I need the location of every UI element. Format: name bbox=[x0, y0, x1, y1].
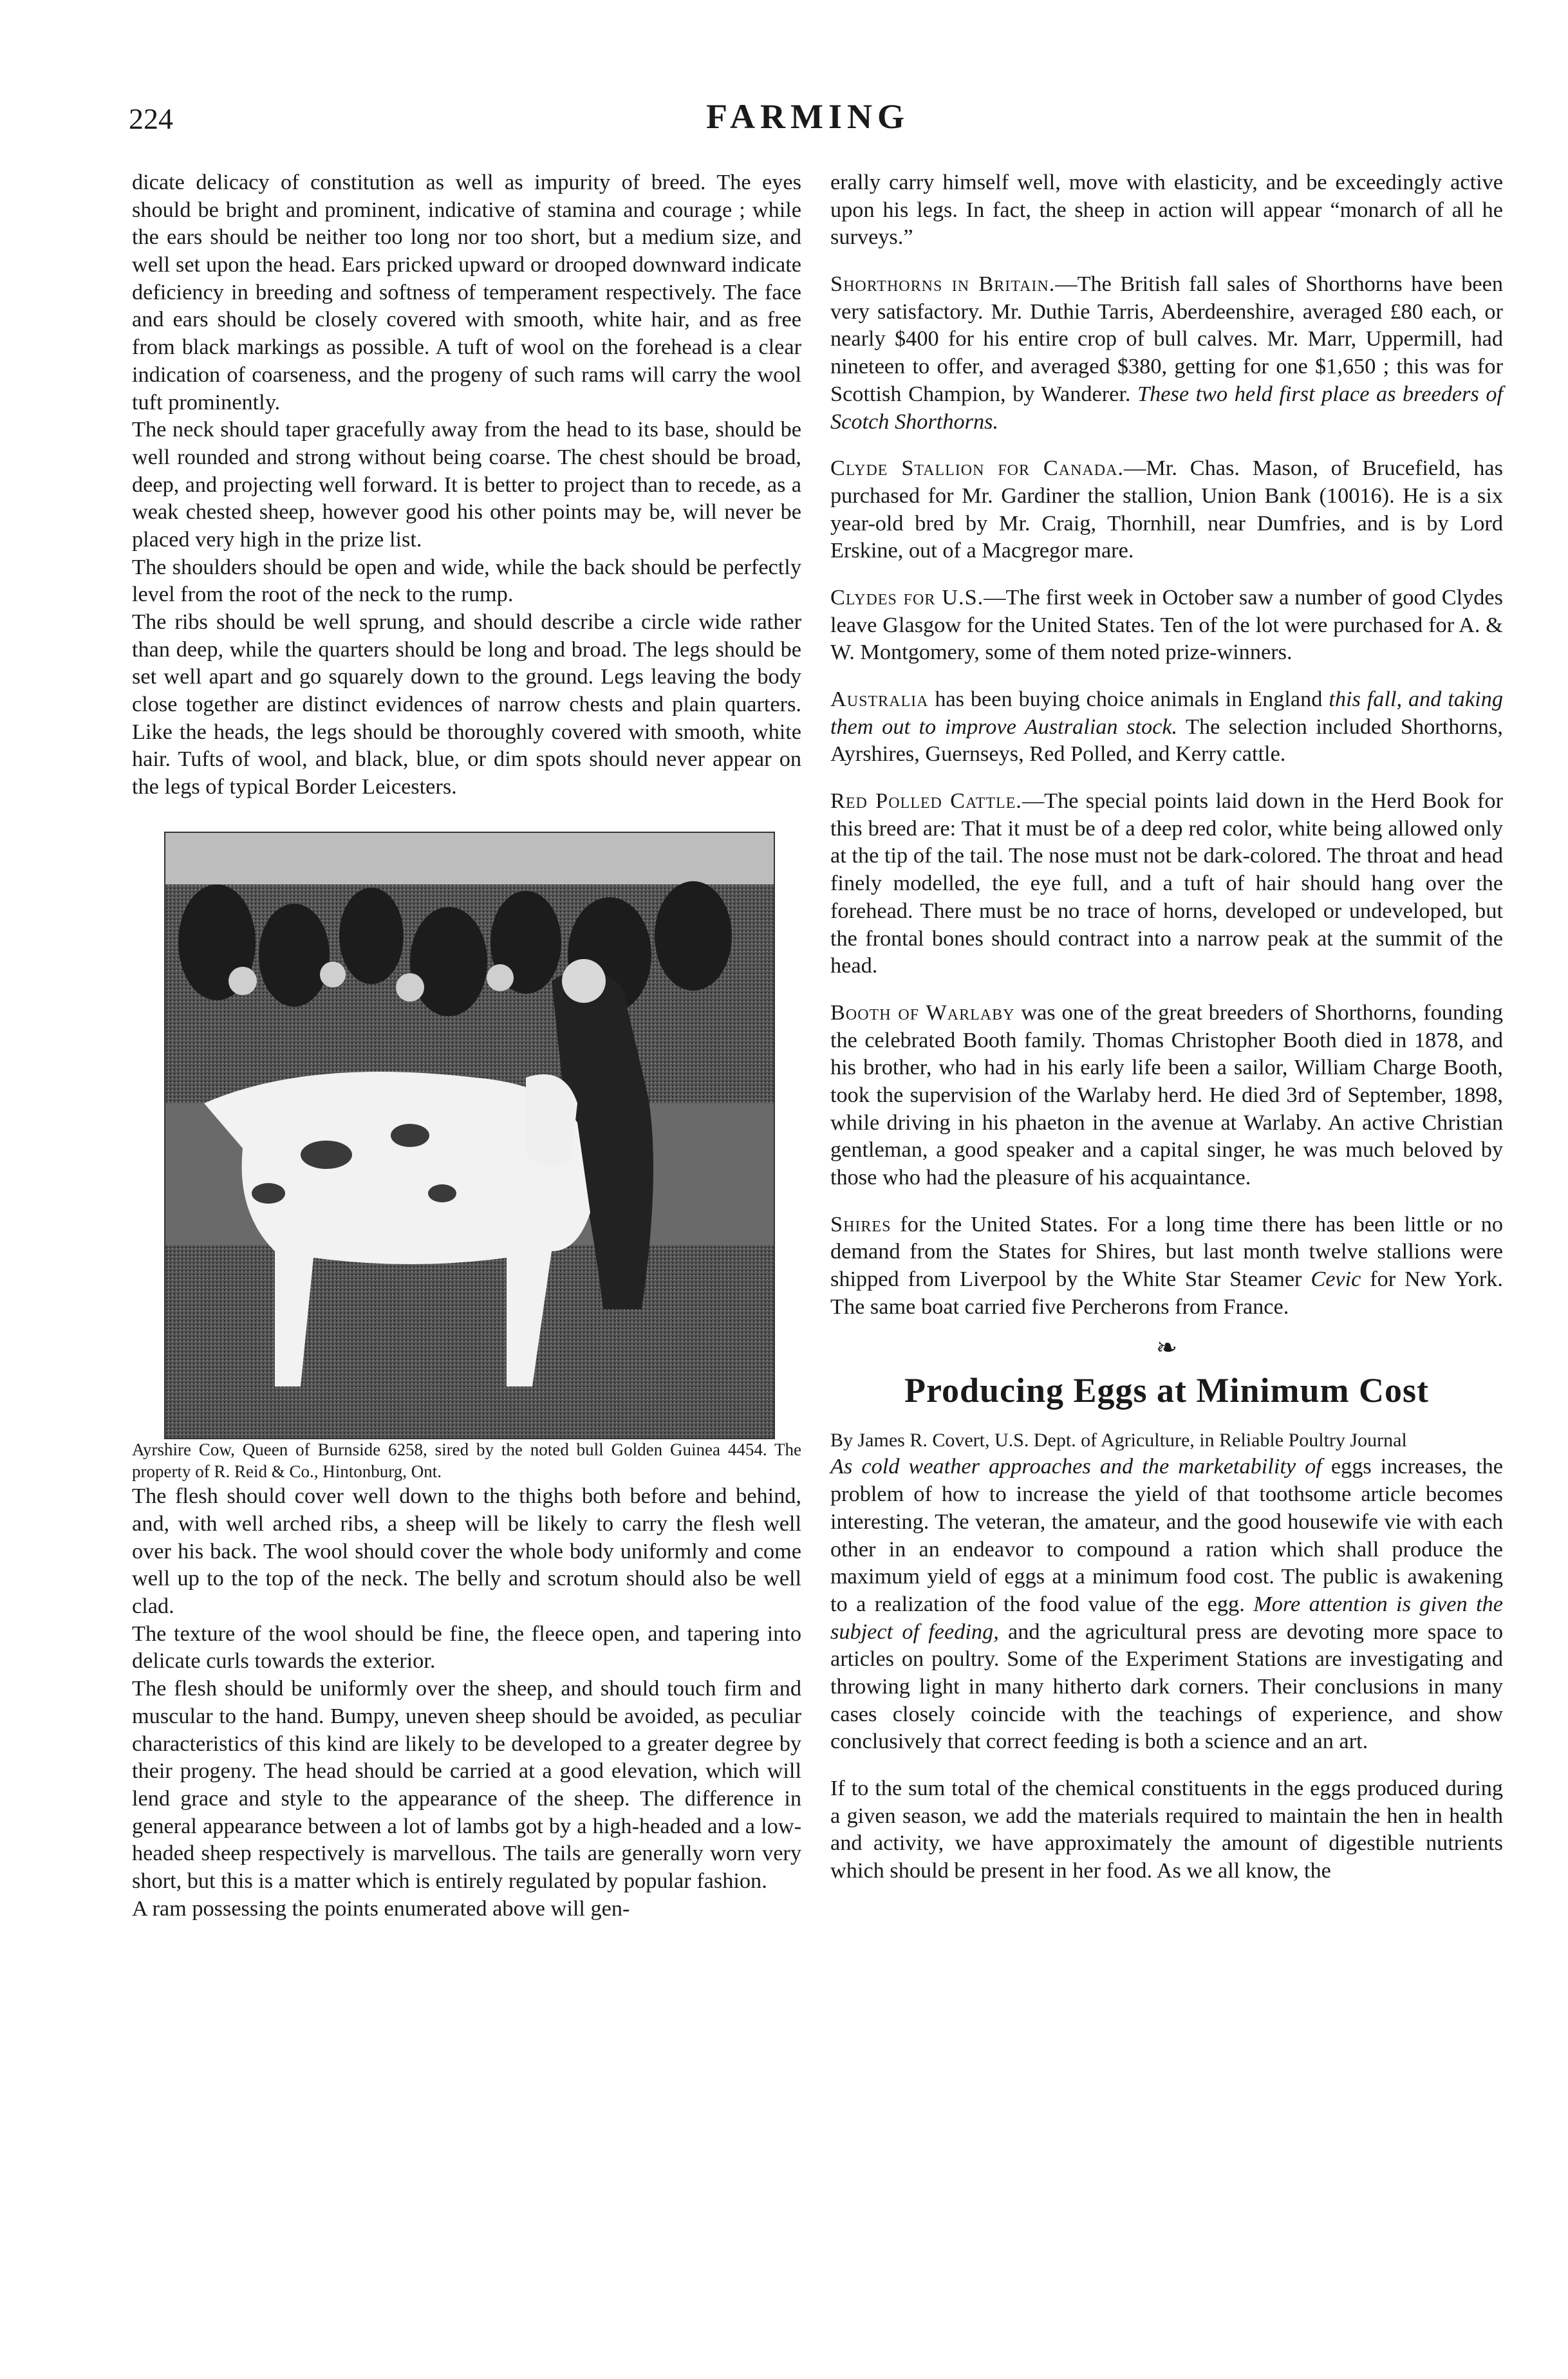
news-item-lead: Clyde Stallion for Canada. bbox=[830, 456, 1125, 481]
news-item-lead: Shorthorns in Britain. bbox=[830, 272, 1056, 297]
body-paragraph: The neck should taper gracefully away from the head to its base, should be well rounded and strong without being coarse. The chest should be broad, deep, and projecting well forward. It is better to project than to recede, as a weak chested sheep, however good his other points may be, will never be placed very high in the prize list. bbox=[132, 417, 801, 552]
body-paragraph: The ribs should be well sprung, and should describe a circle wide rather than deep, while the quarters should be long and broad. The legs should be set well apart and go squarely down to the ground. Legs leaving the body close together are distinct evidences of narrow chests and plain quarters. Like the heads, the legs should be thoroughly covered with smooth, white hair. Tufts of wool, and black, blue, or dim spots should never appear on the legs of typical Border Leicesters. bbox=[132, 610, 801, 799]
news-item-lead: Red Polled Cattle. bbox=[830, 788, 1022, 814]
article-paragraph: If to the sum total of the chemical constituents in the eggs produced during a given season, we add the materials required to maintain the hen in health and activity, we have approximately the amount of digestible nutrients which should be present in her food. As we all know, the bbox=[830, 1776, 1503, 1883]
news-item-red-polled: Red Polled Cattle.—The special points laid down in the Herd Book for this breed are: That it must be of a deep red color, white being allowed only at the tip of the tail. The nose must not be dark-colored. The throat and head finely modelled, the eye full, and a tuft of hair should hang over the forehead. There must be no trace of horns, developed or undeveloped, but the frontal bones should contract into a narrow peak at the summit of the head. bbox=[830, 788, 1503, 978]
ornament-icon: ❧ bbox=[1155, 1333, 1178, 1363]
body-paragraph: A ram possessing the points enumerated above will gen- bbox=[132, 1896, 630, 1921]
article-byline: By James R. Covert, U.S. Dept. of Agriculture, in Reliable Poultry Journal bbox=[830, 1430, 1407, 1451]
running-title: FARMING bbox=[706, 97, 910, 136]
news-item-australia: Australia has been buying choice animals in England this fall, and taking them out to improve Australian stock. The selection included Shorthorns, Ayrshires, Guernseys, Red Polled, and Kerry cattle. bbox=[830, 687, 1503, 767]
news-item-lead: Shires bbox=[830, 1211, 891, 1236]
news-item-shires: Shires for the United States. For a long time there has been little or no demand from the States for Shires, but last month twelve stallions were shipped from Liverpool by the White Star Steamer Cevic for New York. The same boat carried five Percherons from France. bbox=[830, 1211, 1504, 1319]
news-item-lead: Booth of Warlaby bbox=[830, 1000, 1015, 1025]
body-paragraph: erally carry himself well, move with elasticity, and be exceedingly active upon his legs. In fact, the sheep in action will appear “monarch of all he surveys.” bbox=[830, 170, 1503, 250]
page-number: 224 bbox=[129, 102, 173, 135]
left-column bbox=[132, 169, 801, 1922]
photo-caption: Ayrshire Cow, Queen of Burnside 6258, sired by the noted bull Golden Guinea 4454. The property of R. Reid & Co., Hintonburg, Ont. bbox=[132, 1439, 801, 1481]
news-item-booth: Booth of Warlaby was one of the great breeders of Shorthorns, founding the celebrated Booth family. Thomas Christopher Booth died in 1878, and his brother, who had in his early life been a sailor, William Charge Booth, took the supervision of the Warlaby herd. He died 3rd of September, 1898, while driving in his phaeton in the avenue at Warlaby. An active Christian gentleman, a good speaker and a capital singer, he was much beloved by those who had the pleasure of his acquaintance. bbox=[830, 1000, 1503, 1190]
body-paragraph: The flesh should cover well down to the thighs both before and behind, and, with well arched ribs, a sheep will be likely to carry the flesh well over his back. The wool should cover the whole body uniformly and come well up to the top of the neck. The belly and scrotum should also be well clad. bbox=[132, 1484, 801, 1619]
news-item-clyde-stallion: Clyde Stallion for Canada.—Mr. Chas. Mason, of Brucefield, has purchased for Mr. Gardiner the stallion, Union Bank (10016). He is a six year-old bred by Mr. Craig, Thornhill, near Dumfries, and is by Lord Erskine, out of a Macgregor mare. bbox=[830, 456, 1503, 563]
article-title: Producing Eggs at Minimum Cost bbox=[904, 1371, 1430, 1410]
body-paragraph: The shoulders should be open and wide, while the back should be perfectly level from the root of the neck to the rump. bbox=[132, 554, 801, 607]
body-paragraph: dicate delicacy of constitution as well as impurity of breed. The eyes should be bright and prominent, indicative of stamina and courage ; while the ears should be neither too long nor too short, but a medium size, and well set upon the head. Ears pricked upward or drooped downward indicate deficiency in breeding and softness of temperament respectively. The face and ears should be closely covered with smooth, white hair, and as free from black markings as possible. A tuft of wool on the forehead is a clear indication of coarseness, and the progeny of such rams will carry the wool tuft prominently. bbox=[132, 170, 801, 415]
news-item-lead: Clydes for U.S. bbox=[830, 584, 984, 610]
page-header bbox=[129, 97, 1487, 148]
ayrshire-cow-photo bbox=[164, 832, 775, 1439]
body-paragraph: The flesh should be uniformly over the sheep, and should touch firm and muscular to the hand. Bumpy, uneven sheep should be avoided, as peculiar characteristics of this kind are likely to be developed to a greater degree by their progeny. The head should be carried at a good elevation, which will lend grace and style to the appearance of the sheep. The difference in general appearance between a lot of lambs got by a high-headed and a low-headed sheep respectively is marvellous. The tails are generally worn very short, but this is a matter which is entirely regulated by popular fashion. bbox=[132, 1676, 801, 1893]
news-item-shorthorns: Shorthorns in Britain.—The British fall sales of Shorthorns have been very satisfactory. Mr. Duthie Tarris, Aberdeenshire, averaged £80 each, or nearly $400 for his entire crop of bull calves. Mr. Marr, Uppermill, had nineteen to offer, and averaged $380, getting for one $1,650 ; this was for Scottish Champion, by Wanderer. These two held first place as breeders of Scotch Shorthorns. bbox=[830, 272, 1504, 434]
right-column bbox=[830, 169, 1503, 1885]
news-item-lead: Australia bbox=[830, 687, 929, 711]
article-paragraph: As cold weather approaches and the marketability of eggs increases, the problem of how to increase the yield of that toothsome article becomes interesting. The veteran, the amateur, and the good housewife vie with each other in an endeavor to compound a ration which shall produce the maximum yield of eggs at a minimum food cost. The public is awakening to a realization of the food value of the egg. More attention is given the subject of feeding, and the agricultural press are devoting more space to articles on poultry. Some of the Experiment Stations are investigating and throwing light in many hitherto dark corners. Their conclusions in many cases closely coincide with the teachings of experience, and show conclusively that correct feeding is both a science and an art. bbox=[830, 1454, 1503, 1754]
news-item-clydes-us: Clydes for U.S.—The first week in October saw a number of good Clydes leave Glasgow for the United States. Ten of the lot were purchased for A. & W. Montgomery, some of them noted prize-winners. bbox=[830, 584, 1503, 665]
body-paragraph: The texture of the wool should be fine, the fleece open, and tapering into delicate curls towards the exterior. bbox=[132, 1621, 801, 1674]
